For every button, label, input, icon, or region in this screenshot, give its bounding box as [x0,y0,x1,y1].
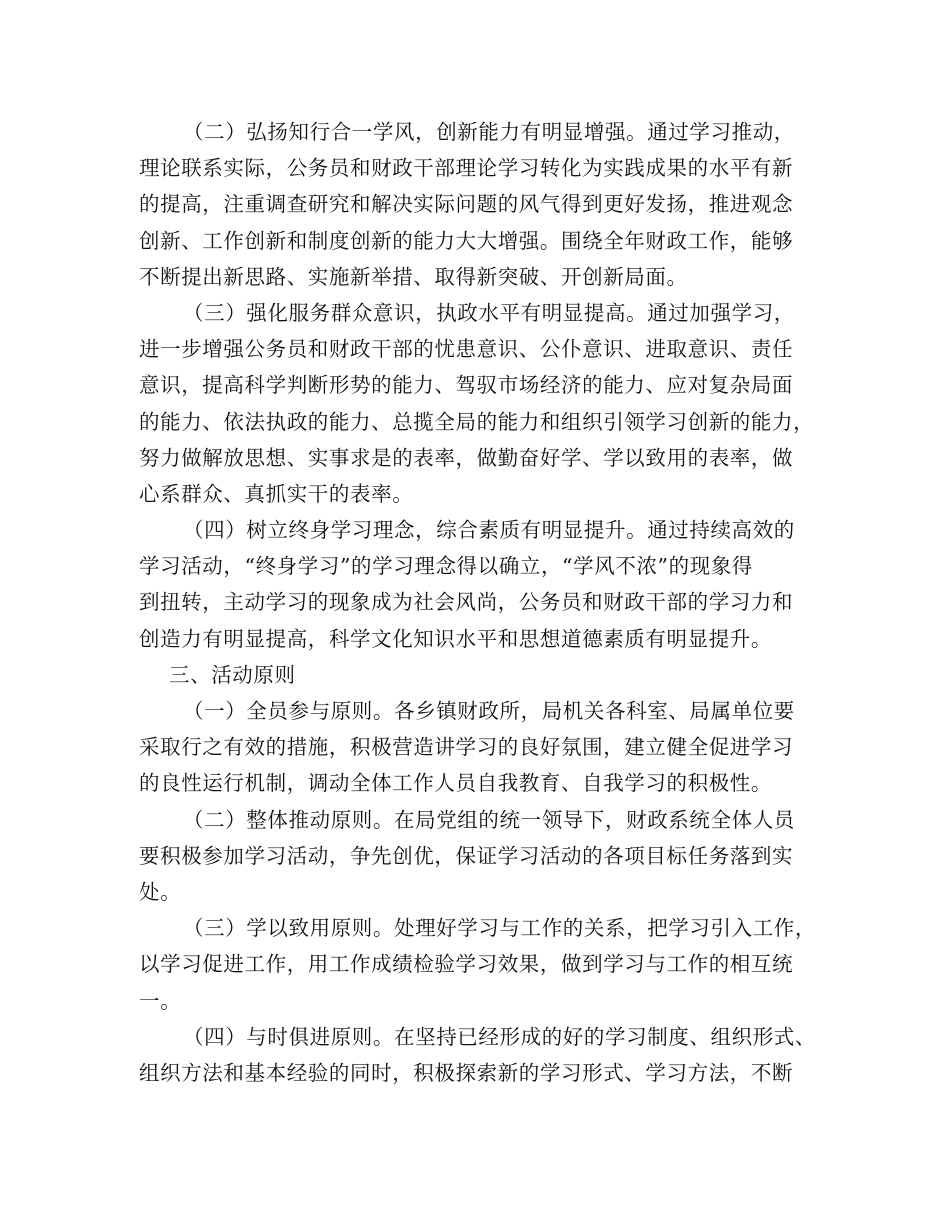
paragraph-line: 的能力、依法执政的能力、总揽全局的能力和组织引领学习创新的能力， [139,409,815,434]
paragraph-line: （二）弘扬知行合一学风，创新能力有明显增强。通过学习推动， [183,120,795,144]
paragraph-line: （四）树立终身学习理念，综合素质有明显提升。通过持续高效的 [183,518,795,543]
paragraph-line: 以学习促进工作，用工作成绩检验学习效果，做到学习与工作的相互统 [139,952,794,977]
paragraph-line: 理论联系实际，公务员和财政干部理论学习转化为实践成果的水平有新 [139,156,794,181]
paragraph-line: （三）学以致用原则。处理好学习与工作的关系，把学习引入工作， [183,916,816,941]
paragraph-line: 一。 [139,988,182,1013]
paragraph-line: 的良性运行机制，调动全体工作人员自我教育、自我学习的积极性。 [139,771,772,796]
paragraph-line: （三）强化服务群众意识，执政水平有明显提高。通过加强学习， [183,300,795,325]
paragraph-line: 意识，提高科学判断形势的能力、驾驭市场经济的能力、应对复杂局面 [139,373,794,398]
paragraph-line: 心系群众、真抓实干的表率。 [139,481,414,506]
paragraph-line: 处。 [139,879,182,904]
paragraph-line: 到扭转，主动学习的现象成为社会风尚，公务员和财政干部的学习力和 [139,590,794,615]
document-body [139,114,839,1091]
paragraph-line: 的提高，注重调查研究和解决实际问题的风气得到更好发扬，推进观念 [139,192,794,217]
paragraph-line: （二）整体推动原则。在局党组的统一领导下，财政系统全体人员 [183,807,795,832]
paragraph-line: 学习活动，“终身学习”的学习理念得以确立，“学风不浓”的现象得 [139,554,754,579]
paragraph-line: 要积极参加学习活动，争先创优，保证学习活动的各项目标任务落到实 [139,843,794,868]
paragraph-line: 不断提出新思路、实施新举措、取得新突破、开创新局面。 [139,264,688,289]
paragraph-line: 努力做解放思想、实事求是的表率，做勤奋好学、学以致用的表率，做 [139,445,794,470]
paragraph-line: 采取行之有效的措施，积极营造讲学习的良好氛围，建立健全促进学习 [139,735,794,760]
paragraph-line: 组织方法和基本经验的同时，积极探索新的学习形式、学习方法，不断 [139,1060,794,1085]
paragraph-line: （四）与时俱进原则。在坚持已经形成的好的学习制度、组织形式、 [183,1024,816,1049]
section-heading: 三、活动原则 [169,662,296,687]
paragraph-line: （一）全员参与原则。各乡镇财政所，局机关各科室、局属单位要 [183,699,795,723]
paragraph-line: 创新、工作创新和制度创新的能力大大增强。围绕全年财政工作，能够 [139,228,794,253]
paragraph-line: 创造力有明显提高，科学文化知识水平和思想道德素质有明显提升。 [139,626,772,651]
paragraph-line: 进一步增强公务员和财政干部的忧患意识、公仆意识、进取意识、责任 [139,337,794,362]
